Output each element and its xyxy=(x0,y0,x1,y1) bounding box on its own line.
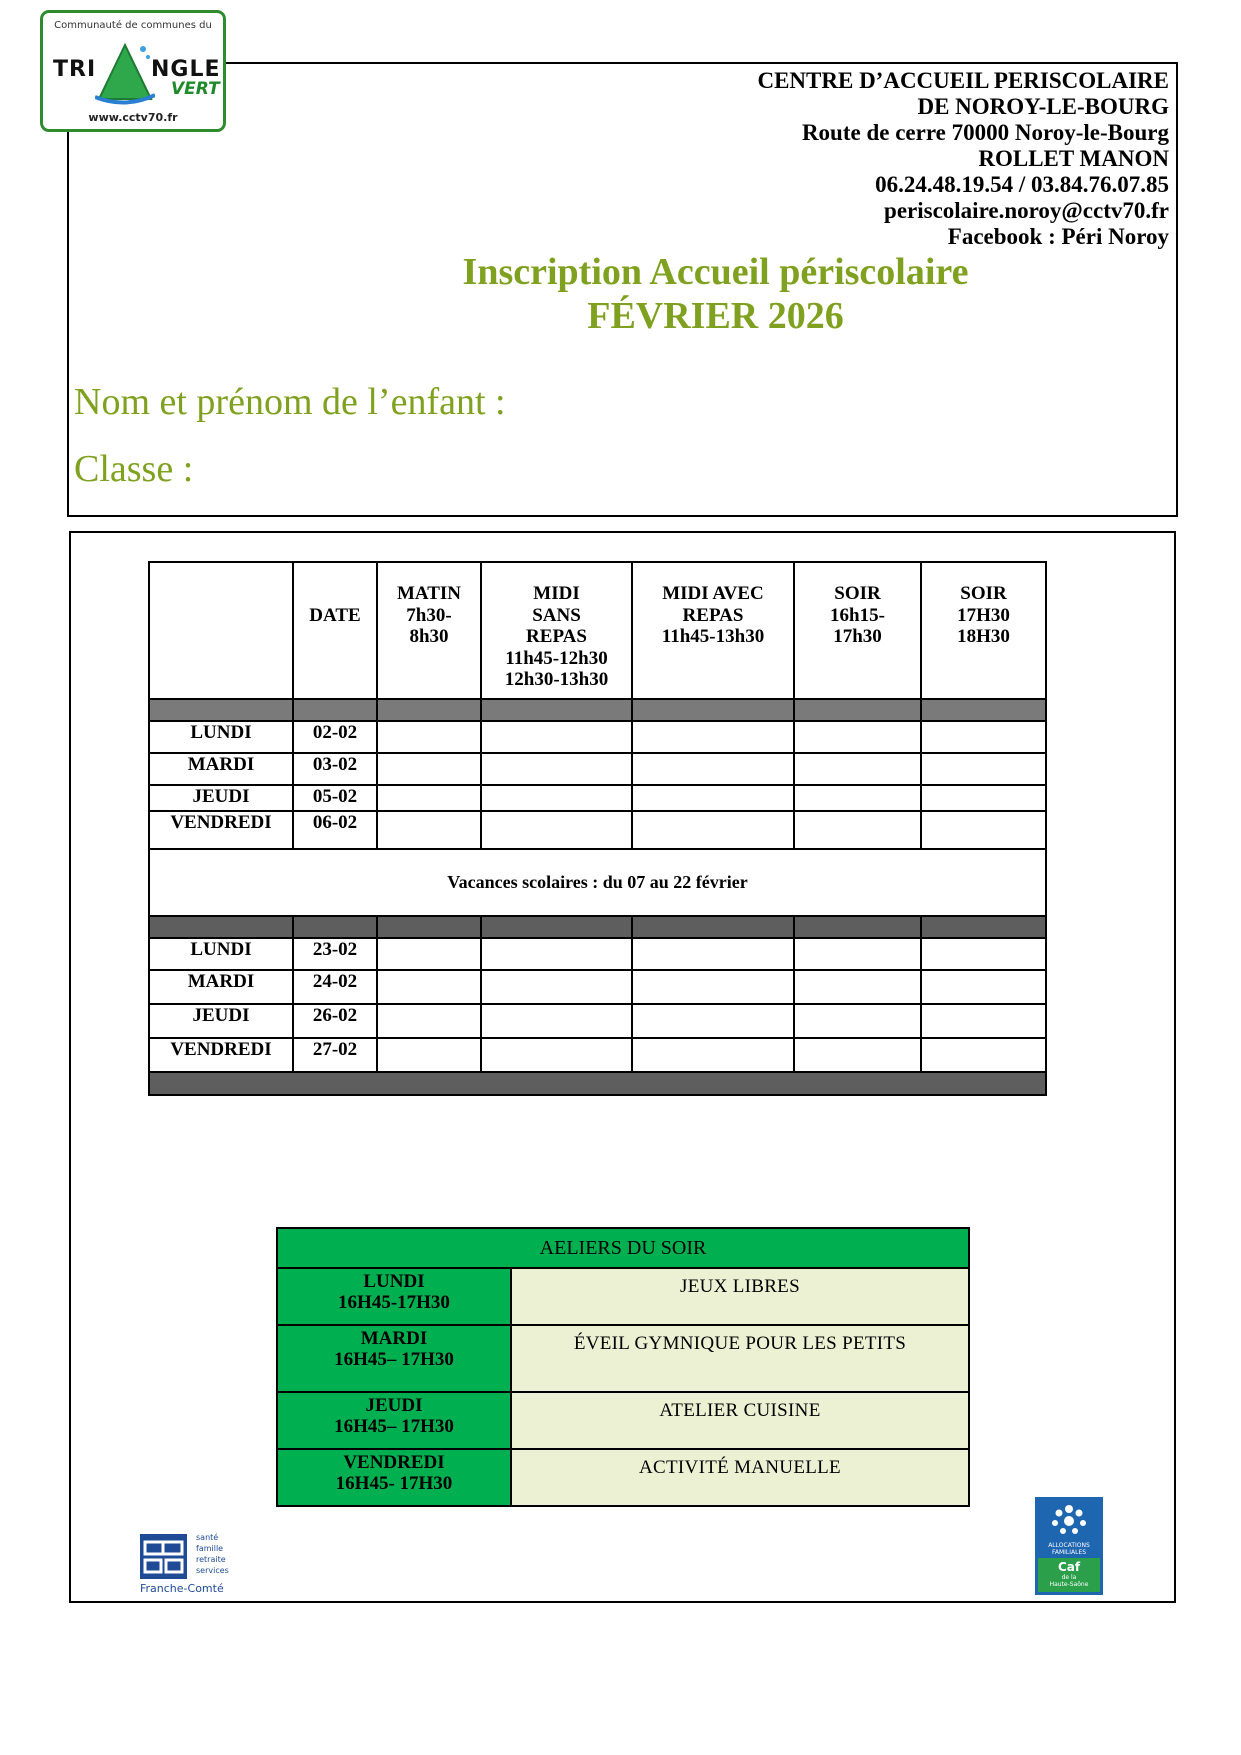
cell-midi-sans[interactable] xyxy=(481,785,632,811)
cell-soir-1[interactable] xyxy=(794,721,921,753)
cell-soir-1[interactable] xyxy=(794,1038,921,1072)
cell-midi-avec[interactable] xyxy=(632,811,794,849)
day-label: MARDI xyxy=(149,970,293,1004)
cell-soir-2[interactable] xyxy=(921,970,1046,1004)
header-soir-2: SOIR 17H30 18H30 xyxy=(921,562,1046,699)
day-date: 03-02 xyxy=(293,753,377,785)
day-date: 27-02 xyxy=(293,1038,377,1072)
msa-logo-icon xyxy=(140,1534,187,1579)
day-row xyxy=(149,785,1046,811)
day-row xyxy=(149,938,1046,970)
vacation-text: Vacances scolaires : du 07 au 22 février xyxy=(149,849,1046,916)
header-date: DATE xyxy=(293,562,377,699)
caf-sub-1: de la xyxy=(1061,1574,1077,1581)
atelier-activity: JEUX LIBRES xyxy=(511,1268,969,1325)
cell-midi-avec[interactable] xyxy=(632,970,794,1004)
cell-matin[interactable] xyxy=(377,785,481,811)
day-label: JEUDI xyxy=(149,785,293,811)
caf-logo xyxy=(1035,1497,1103,1595)
day-row xyxy=(149,1004,1046,1038)
header-soir-1: SOIR 16h15- 17h30 xyxy=(794,562,921,699)
contact-facebook: Facebook : Péri Noroy xyxy=(947,224,1169,249)
caf-allocations-text: ALLOCATIONS FAMILIALES xyxy=(1048,1542,1090,1556)
cell-soir-2[interactable] xyxy=(921,721,1046,753)
cell-soir-1[interactable] xyxy=(794,785,921,811)
atelier-activity: ACTIVITÉ MANUELLE xyxy=(511,1449,969,1506)
page-title xyxy=(0,250,1241,338)
day-row xyxy=(149,970,1046,1004)
msa-tagline: santé famille retraite services xyxy=(196,1533,229,1575)
separator-row xyxy=(149,916,1046,938)
cell-soir-1[interactable] xyxy=(794,970,921,1004)
day-label: JEUDI xyxy=(149,1004,293,1038)
contact-email: periscolaire.noroy@cctv70.fr xyxy=(884,198,1169,223)
ateliers-header-row xyxy=(277,1228,969,1268)
child-name-label: Nom et prénom de l’enfant : xyxy=(74,381,506,423)
atelier-day: LUNDI 16H45-17H30 xyxy=(277,1268,511,1325)
cell-matin[interactable] xyxy=(377,811,481,849)
cell-midi-avec[interactable] xyxy=(632,785,794,811)
contact-phone: 06.24.48.19.54 / 03.84.76.07.85 xyxy=(875,172,1169,197)
cell-soir-2[interactable] xyxy=(921,785,1046,811)
day-date: 23-02 xyxy=(293,938,377,970)
cell-soir-1[interactable] xyxy=(794,811,921,849)
day-date: 26-02 xyxy=(293,1004,377,1038)
atelier-activity: ATELIER CUISINE xyxy=(511,1392,969,1449)
cell-midi-sans[interactable] xyxy=(481,753,632,785)
day-label: LUNDI xyxy=(149,938,293,970)
cell-midi-avec[interactable] xyxy=(632,938,794,970)
day-date: 24-02 xyxy=(293,970,377,1004)
ateliers-table xyxy=(276,1227,970,1507)
cell-soir-2[interactable] xyxy=(921,1038,1046,1072)
title-line-2: FÉVRIER 2026 xyxy=(587,295,844,337)
atelier-day: MARDI 16H45– 17H30 xyxy=(277,1325,511,1392)
cell-soir-1[interactable] xyxy=(794,1004,921,1038)
cell-soir-1[interactable] xyxy=(794,753,921,785)
logo-url: www.cctv70.fr xyxy=(88,111,178,124)
cell-midi-sans[interactable] xyxy=(481,811,632,849)
atelier-row xyxy=(277,1392,969,1449)
header-empty xyxy=(149,562,293,699)
cell-midi-sans[interactable] xyxy=(481,938,632,970)
schedule-table xyxy=(148,561,1047,1096)
header-matin: MATIN 7h30- 8h30 xyxy=(377,562,481,699)
cell-matin[interactable] xyxy=(377,1038,481,1072)
caf-label: Caf xyxy=(1057,1560,1081,1574)
header-midi-avec-repas: MIDI AVEC REPAS 11h45-13h30 xyxy=(632,562,794,699)
logo-word-ngle: NGLE xyxy=(151,57,221,82)
contact-line-3: Route de cerre 70000 Noroy-le-Bourg xyxy=(801,120,1169,145)
vacation-row xyxy=(149,849,1046,916)
day-date: 06-02 xyxy=(293,811,377,849)
day-row xyxy=(149,1038,1046,1072)
cell-matin[interactable] xyxy=(377,753,481,785)
cell-midi-sans[interactable] xyxy=(481,970,632,1004)
cell-midi-sans[interactable] xyxy=(481,721,632,753)
cell-midi-sans[interactable] xyxy=(481,1004,632,1038)
contact-block xyxy=(757,68,1169,250)
cell-soir-2[interactable] xyxy=(921,811,1046,849)
msa-logo xyxy=(138,1532,248,1596)
day-row xyxy=(149,753,1046,785)
cell-midi-avec[interactable] xyxy=(632,721,794,753)
atelier-day: JEUDI 16H45– 17H30 xyxy=(277,1392,511,1449)
logo-word-tri: TRI xyxy=(53,57,97,82)
day-row xyxy=(149,721,1046,753)
logo-word-vert: VERT xyxy=(171,79,220,99)
header-midi-sans-repas: MIDI SANS REPAS 11h45-12h30 12h30-13h30 xyxy=(481,562,632,699)
cell-matin[interactable] xyxy=(377,938,481,970)
day-label: VENDREDI xyxy=(149,811,293,849)
atelier-row xyxy=(277,1325,969,1392)
atelier-day: VENDREDI 16H45- 17H30 xyxy=(277,1449,511,1506)
contact-line-2: DE NOROY-LE-BOURG xyxy=(917,94,1169,119)
day-date: 02-02 xyxy=(293,721,377,753)
day-label: MARDI xyxy=(149,753,293,785)
cell-midi-avec[interactable] xyxy=(632,1038,794,1072)
atelier-activity: ÉVEIL GYMNIQUE POUR LES PETITS xyxy=(511,1325,969,1392)
cell-matin[interactable] xyxy=(377,721,481,753)
class-label: Classe : xyxy=(74,448,194,490)
separator-row xyxy=(149,1072,1046,1095)
cell-soir-1[interactable] xyxy=(794,938,921,970)
atelier-row xyxy=(277,1268,969,1325)
day-label: LUNDI xyxy=(149,721,293,753)
caf-green-block xyxy=(1038,1558,1100,1592)
day-label: VENDREDI xyxy=(149,1038,293,1072)
triangle-logo-icon xyxy=(95,37,155,107)
contact-line-4: ROLLET MANON xyxy=(978,146,1169,171)
ateliers-title: AELIERS DU SOIR xyxy=(277,1228,969,1268)
cell-soir-2[interactable] xyxy=(921,1004,1046,1038)
logo-top-text: Communauté de communes du xyxy=(54,20,212,31)
cell-midi-avec[interactable] xyxy=(632,1004,794,1038)
day-row xyxy=(149,811,1046,849)
cell-matin[interactable] xyxy=(377,970,481,1004)
cell-midi-sans[interactable] xyxy=(481,1038,632,1072)
contact-line-1: CENTRE D’ACCUEIL PERISCOLAIRE xyxy=(757,68,1169,93)
cell-matin[interactable] xyxy=(377,1004,481,1038)
atelier-row xyxy=(277,1449,969,1506)
cell-midi-avec[interactable] xyxy=(632,753,794,785)
separator-row xyxy=(149,699,1046,721)
schedule-header-row xyxy=(149,562,1046,699)
caf-sub-2: Haute-Saône xyxy=(1049,1581,1089,1588)
triangle-vert-logo xyxy=(40,10,226,132)
title-line-1: Inscription Accueil périscolaire xyxy=(462,251,969,293)
msa-region: Franche-Comté xyxy=(140,1582,224,1595)
caf-family-icon xyxy=(1035,1497,1103,1541)
day-date: 05-02 xyxy=(293,785,377,811)
cell-soir-2[interactable] xyxy=(921,753,1046,785)
cell-soir-2[interactable] xyxy=(921,938,1046,970)
